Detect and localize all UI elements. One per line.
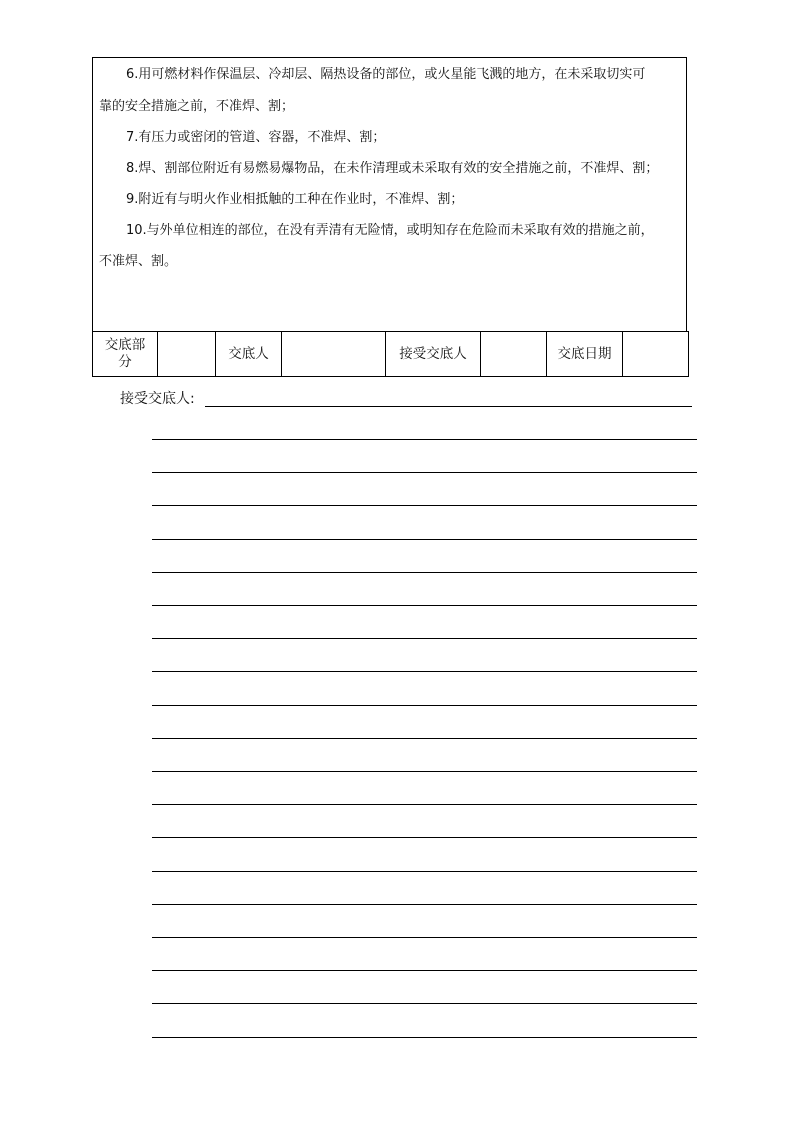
signature-rule-line[interactable] xyxy=(152,1003,697,1004)
disclosure-part-label: 交底部 分 xyxy=(93,332,158,377)
receiver-label-cell: 接受交底人 xyxy=(386,332,481,377)
date-value[interactable] xyxy=(623,332,689,377)
signature-rule-line[interactable] xyxy=(152,804,697,805)
signature-rule-line[interactable] xyxy=(152,638,697,639)
receiver-signature-line[interactable] xyxy=(205,406,692,407)
receiver-signature-label: 接受交底人: xyxy=(120,391,195,407)
disclosure-part-value[interactable] xyxy=(158,332,216,377)
paragraph-item-6: 6.用可燃材料作保温层、冷却层、隔热设备的部位，或火星能飞溅的地方，在未采取切实可 xyxy=(126,67,646,82)
paragraph-item-6-continued: 靠的安全措施之前，不准焊、割； xyxy=(99,99,295,114)
paragraph-item-7: 7.有压力或密闭的管道、容器，不准焊、割； xyxy=(126,130,386,145)
signature-rule-line[interactable] xyxy=(152,771,697,772)
presenter-label: 交底人 xyxy=(216,332,282,377)
signature-rule-line[interactable] xyxy=(152,937,697,938)
receiver-value[interactable] xyxy=(481,332,547,377)
signature-table xyxy=(92,331,689,377)
signature-rule-line[interactable] xyxy=(152,439,697,440)
signature-rule-line[interactable] xyxy=(152,705,697,706)
signature-rule-line[interactable] xyxy=(152,671,697,672)
signature-rule-line[interactable] xyxy=(152,970,697,971)
signature-rule-line[interactable] xyxy=(152,1037,697,1038)
paragraph-item-10-continued: 不准焊、割。 xyxy=(99,254,178,269)
disclosure-content-box xyxy=(92,57,687,332)
paragraph-item-10: 10.与外单位相连的部位，在没有弄清有无险情，或明知存在危险而未采取有效的措施之前， xyxy=(126,223,654,238)
signature-row xyxy=(93,332,689,377)
date-label: 交底日期 xyxy=(547,332,623,377)
signature-rule-line[interactable] xyxy=(152,605,697,606)
signature-rule-line[interactable] xyxy=(152,871,697,872)
signature-rule-line[interactable] xyxy=(152,472,697,473)
signature-rule-line[interactable] xyxy=(152,738,697,739)
signature-rule-line[interactable] xyxy=(152,539,697,540)
signature-rule-line[interactable] xyxy=(152,572,697,573)
signature-rule-line[interactable] xyxy=(152,505,697,506)
signature-rule-line[interactable] xyxy=(152,837,697,838)
signature-rule-line[interactable] xyxy=(152,904,697,905)
presenter-value[interactable] xyxy=(282,332,386,377)
paragraph-item-9: 9.附近有与明火作业相抵触的工种在作业时，不准焊、割； xyxy=(126,192,464,207)
paragraph-item-8: 8.焊、割部位附近有易燃易爆物品，在未作清理或未采取有效的安全措施之前，不准焊、割； xyxy=(126,161,659,176)
